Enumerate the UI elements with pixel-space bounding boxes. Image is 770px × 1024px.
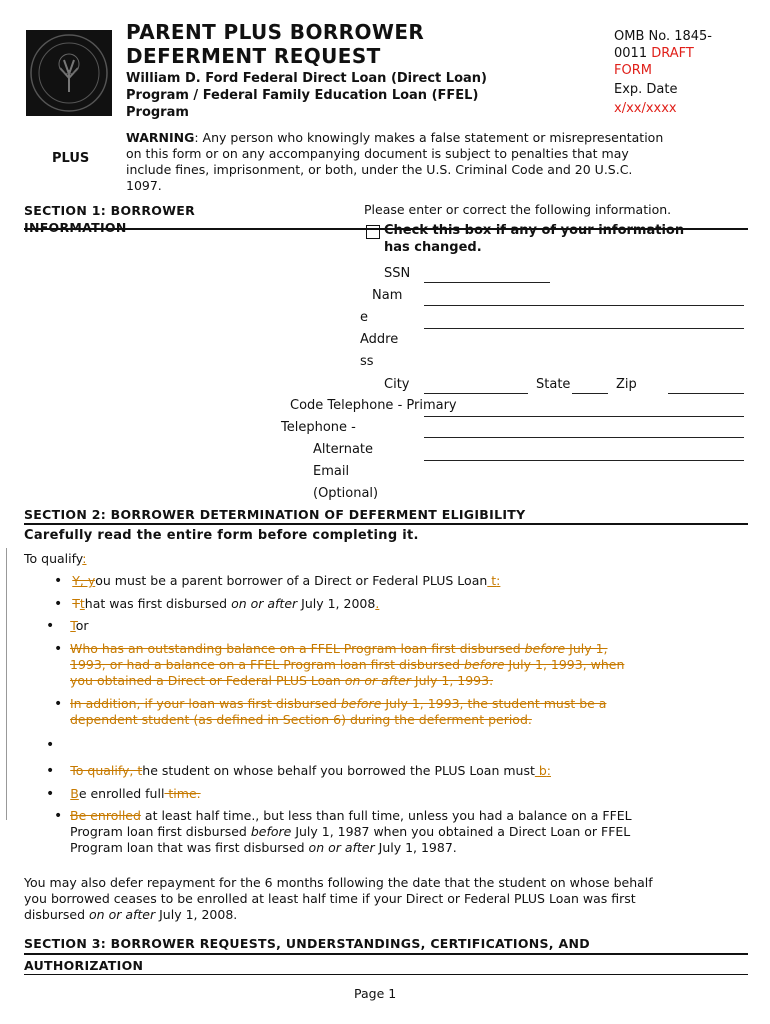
- section2-heading: SECTION 2: BORROWER DETERMINATION OF DEFERMENT ELIGIBILITY: [24, 507, 526, 522]
- email-field[interactable]: [424, 460, 744, 461]
- name-field[interactable]: [424, 305, 744, 306]
- ssn-field[interactable]: [424, 282, 550, 283]
- alternate-phone-label-2: Alternate: [313, 442, 374, 457]
- list-item: • Tor: [46, 618, 89, 634]
- form-title: PARENT PLUS BORROWER DEFERMENT REQUEST: [126, 20, 425, 68]
- list-item: • Y, you must be a parent borrower of a Direct or Federal PLUS Loan t:: [54, 573, 501, 589]
- list-item: • In addition, if your loan was first disbursed before July 1, 1993, the student must be a dependent student (as defined in Section 6) during the deferment period.: [54, 696, 607, 727]
- list-item: • Be enrolled full time.: [46, 786, 201, 802]
- primary-phone-label: Code Telephone - Primary: [290, 398, 457, 413]
- department-seal: [26, 30, 112, 116]
- ssn-label: SSN: [384, 266, 411, 281]
- list-item: •: [46, 737, 55, 753]
- careful-note: Carefully read the entire form before completing it.: [24, 528, 419, 543]
- section1-instruction: Please enter or correct the following information.: [364, 202, 672, 217]
- list-item: • Tthat was first disbursed on or after July 1, 2008.: [54, 596, 380, 612]
- info-changed-checkbox[interactable]: [366, 225, 380, 239]
- state-label: State: [536, 377, 571, 392]
- page-number: Page 1: [354, 986, 397, 1001]
- address-label-2: ss: [360, 354, 374, 369]
- email-label: Email: [313, 464, 350, 479]
- deferment-paragraph: You may also defer repayment for the 6 months following the date that the student on whose behalf you borrowed ceases to be enrolled at least half time if your Direct or Federal PLUS Loan was first disbursed on or after July 1, 2008.: [24, 875, 653, 922]
- info-changed-label: Check this box if any of your information has changed.: [384, 223, 685, 255]
- zip-label: Zip: [616, 377, 637, 392]
- form-subtitle: William D. Ford Federal Direct Loan (Direct Loan) Program / Federal Family Education Loan (FFEL) Program: [126, 71, 487, 120]
- list-item: • To qualify, the student on whose behalf you borrowed the PLUS Loan must b:: [46, 763, 551, 779]
- name-label-2: e: [360, 310, 368, 325]
- revision-margin: [6, 548, 7, 820]
- section3-heading-1: SECTION 3: BORROWER REQUESTS, UNDERSTANDINGS, CERTIFICATIONS, AND: [24, 936, 590, 951]
- alternate-phone-field[interactable]: [424, 437, 744, 438]
- to-qualify-label: To qualify:: [24, 551, 87, 566]
- city-field[interactable]: [424, 393, 528, 394]
- address-field[interactable]: [424, 328, 744, 329]
- section3-rule: [24, 953, 748, 955]
- section3-rule-2: [24, 974, 748, 975]
- section1-heading: SECTION 1: BORROWER: [24, 203, 196, 218]
- zip-field[interactable]: [668, 393, 744, 394]
- city-label: City: [384, 377, 410, 392]
- address-label-1: Addre: [360, 332, 399, 347]
- alternate-phone-label-1: Telephone -: [281, 420, 356, 435]
- name-label-1: Nam: [372, 288, 403, 303]
- section3-heading-2: AUTHORIZATION: [24, 958, 144, 973]
- plus-label: PLUS: [52, 151, 90, 166]
- list-item: • Be enrolled at least half time., but less than full time, unless you had a balance on a FFEL Program loan first disbursed before July 1, 1987 when you obtained a Direct Loan or FFEL Program loan that was first disbursed on or after July 1, 1987.: [54, 808, 632, 855]
- email-optional-label: (Optional): [313, 486, 379, 501]
- list-item: • Who has an outstanding balance on a FFEL Program loan first disbursed before July 1, 1993, or had a balance on a FFEL Program loan first disbursed before July 1, 1993, when you obtained a Direct or Federal PLUS Loan on or after July 1, 1993.: [54, 641, 625, 688]
- section2-rule: [24, 523, 748, 525]
- omb-info: OMB No. 1845- 0011 DRAFT FORM Exp. Date x/xx/xxxx: [614, 29, 712, 116]
- state-field[interactable]: [572, 393, 608, 394]
- primary-phone-field[interactable]: [424, 416, 744, 417]
- warning-text: WARNING: Any person who knowingly makes a false statement or misrepresentation on this form or on any accompanying document is subject to penalties that may include fines, imprisonment, or both, under the U.S. Criminal Code and 20 U.S.C. 1097.: [126, 130, 664, 193]
